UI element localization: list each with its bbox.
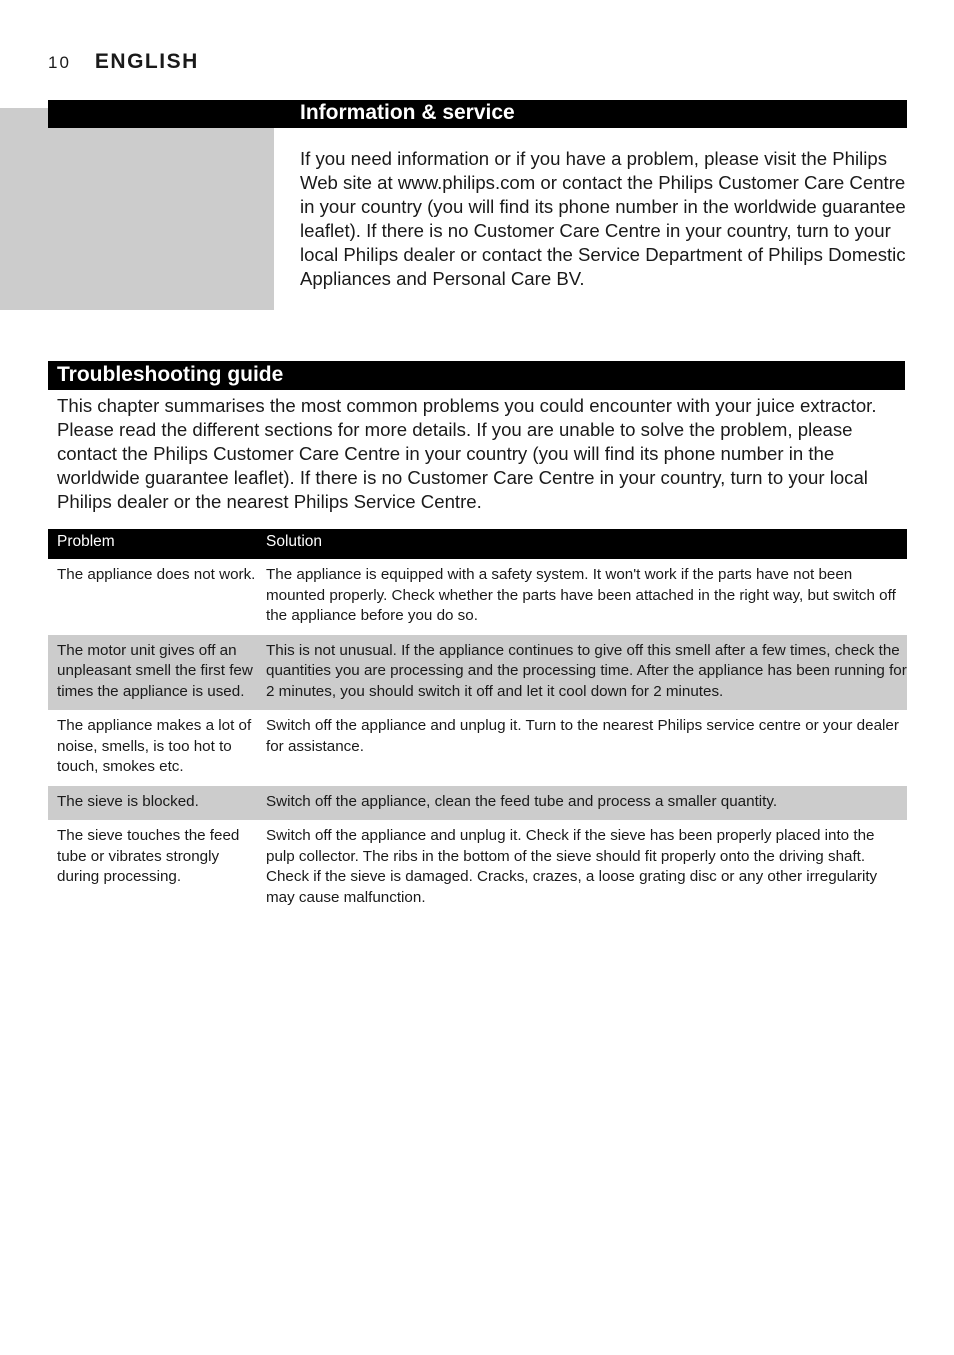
table-row — [48, 786, 907, 821]
problem-cell: The motor unit gives off an unpleasant smell the first few times the appliance is used. — [48, 635, 266, 711]
info-section-title: Information & service — [300, 101, 515, 124]
page-language: ENGLISH — [94, 50, 199, 73]
info-section-text: If you need information or if you have a problem, please visit the Philips Web site at www.philips.com or contact the Philips Customer Care Centre in your country (you will find its phone number in the worldwide guarantee leaflet). If there is no Customer Care Centre in your country, turn to your local Philips dealer or contact the Service Department of Philips Domestic Appliances and Personal Care BV. — [300, 148, 906, 289]
troubleshooting-intro: This chapter summarises the most common problems you could encounter with your juice extractor. Please read the different sections for more details. If you are unable to solve the problem, please contact the Philips Customer Care Centre in your country (you will find its phone number in the worldwide guarantee leaflet). If there is no Customer Care Centre in your country, turn to your local Philips dealer or the nearest Philips Service Centre. — [57, 395, 877, 512]
problem-cell: The sieve is blocked. — [48, 786, 266, 821]
table-row — [48, 820, 907, 916]
table-header-row — [48, 529, 907, 559]
problem-cell: The appliance does not work. — [57, 566, 256, 583]
solution-cell: The appliance is equipped with a safety system. It won't work if the parts have not been mounted properly. Check whether the parts have been attached in the right way, but switch off the appliance before you do so. — [266, 566, 896, 624]
header-solution: Solution — [266, 529, 907, 559]
table-row — [48, 559, 907, 635]
page-number: 10 — [48, 53, 71, 72]
solution-cell: Switch off the appliance, clean the feed tube and process a smaller quantity. — [266, 786, 907, 821]
solution-cell: Switch off the appliance and unplug it. Check if the sieve has been properly placed into the pulp collector. The ribs in the bottom of the sieve should fit properly onto the driving shaft. Check if the sieve is damaged. Cracks, crazes, a loose grating disc or any other irregularity may cause malfunction. — [266, 827, 878, 906]
problem-cell: The sieve touches the feed tube or vibrates strongly during processing. — [57, 827, 240, 885]
troubleshooting-table — [48, 529, 907, 916]
problem-cell: The appliance makes a lot of noise, smells, is too hot to touch, smokes etc. — [57, 717, 252, 775]
table-row — [48, 635, 907, 711]
solution-cell: This is not unusual. If the appliance continues to give off this smell after a few times, check the quantities you are processing and the processing time. After the appliance has been running for 2 minutes, you should switch it off and let it cool down for 2 minutes. — [266, 635, 907, 711]
troubleshooting-section-title: Troubleshooting guide — [57, 363, 284, 386]
solution-cell: Switch off the appliance and unplug it. Turn to the nearest Philips service centre or your dealer for assistance. — [266, 717, 899, 755]
page-header — [48, 50, 199, 78]
table-row — [48, 710, 907, 786]
grey-side-block — [0, 108, 274, 310]
header-problem: Problem — [48, 529, 266, 559]
